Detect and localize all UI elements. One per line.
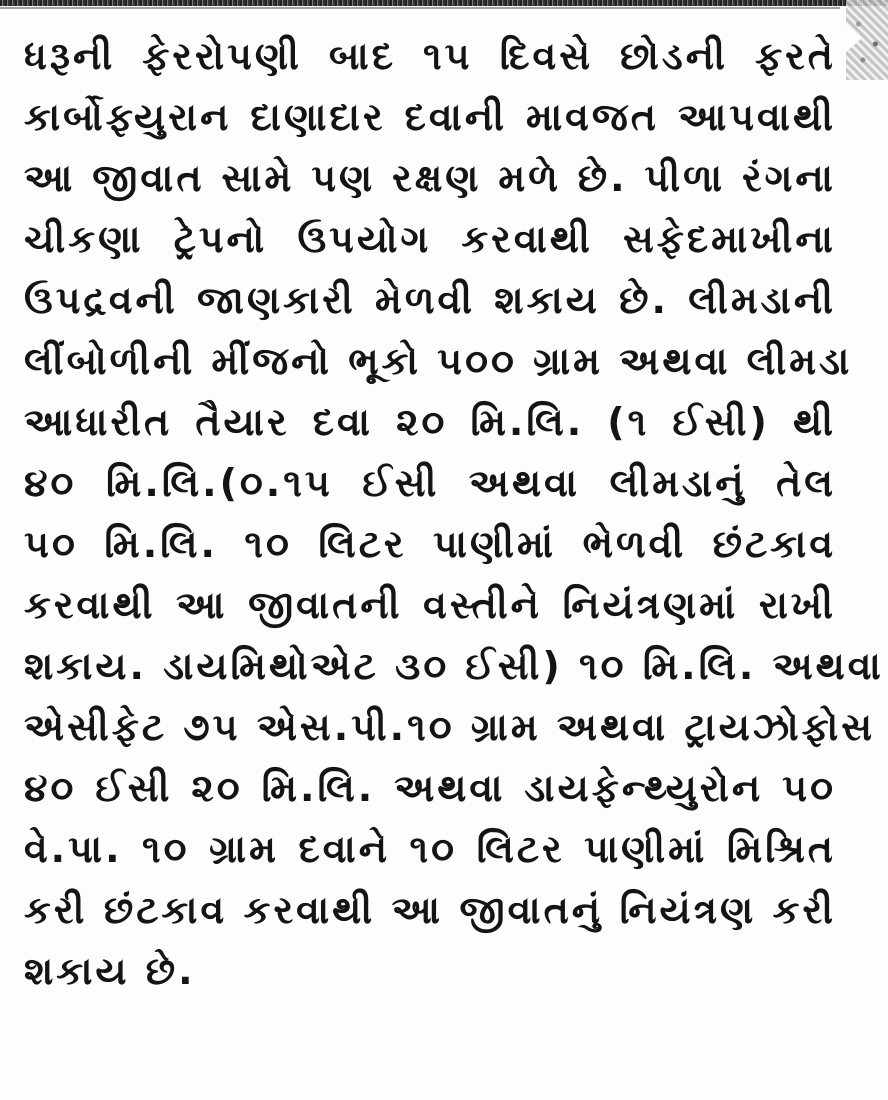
article-line-8: ૪૦ મિ.લિ.(૦.૧૫ ઈસી અથવા લીમડાનું તેલ xyxy=(24,461,836,505)
article-line-12: એસીફેટ ૭૫ એસ.પી.૧૦ ગ્રામ અથવા ટ્રાયઝોફોસ xyxy=(24,705,876,749)
article-line-6: લીંબોળીની મીંજનો ભૂકો ૫૦૦ ગ્રામ અથવા લીમડા xyxy=(24,339,853,383)
article-line-11: શકાય. ડાયમિથોએટ ૩૦ ઈસી) ૧૦ મિ.લિ. અથવા xyxy=(24,644,884,688)
article-line-10: કરવાથી આ જીવાતની વસ્તીને નિયંત્રણમાં રાખી xyxy=(24,583,836,627)
article-line-3: આ જીવાત સામે પણ રક્ષણ મળે છે. પીળા રંગના xyxy=(24,156,836,200)
article-line-7: આધારીત તૈયાર દવા ૨૦ મિ.લિ. (૧ ઈસી) થી xyxy=(24,400,836,444)
article-line-16: શકાય છે. xyxy=(24,949,196,993)
article-line-15: કરી છંટકાવ કરવાથી આ જીવાતનું નિયંત્રણ કરી xyxy=(24,888,836,932)
article-line-5: ઉપદ્રવની જાણકારી મેળવી શકાય છે. લીમડાની xyxy=(24,278,836,322)
article-line-13: ૪૦ ઈસી ૨૦ મિ.લિ. અથવા ડાયફેન્થ્યુરોન ૫૦ xyxy=(24,766,836,810)
article-line-9: ૫૦ મિ.લિ. ૧૦ લિટર પાણીમાં ભેળવી છંટકાવ xyxy=(24,522,836,566)
article-line-14: વે.પા. ૧૦ ગ્રામ દવાને ૧૦ લિટર પાણીમાં મિશ્રિત xyxy=(24,827,836,871)
article-body xyxy=(24,26,884,1002)
article-line-2: કાર્બોફ્યુરાન દાણાદાર દવાની માવજત આપવાથી xyxy=(24,95,836,139)
article-line-1: ધરૂની ફેરરોપણી બાદ ૧૫ દિવસે છોડની ફરતે xyxy=(24,34,836,78)
top-rule-secondary xyxy=(0,7,840,9)
article-line-4: ચીકણા ટ્રેપનો ઉપયોગ કરવાથી સફેદમાખીના xyxy=(24,217,836,261)
corner-ornament-icon xyxy=(846,0,888,80)
top-rule xyxy=(0,0,888,6)
